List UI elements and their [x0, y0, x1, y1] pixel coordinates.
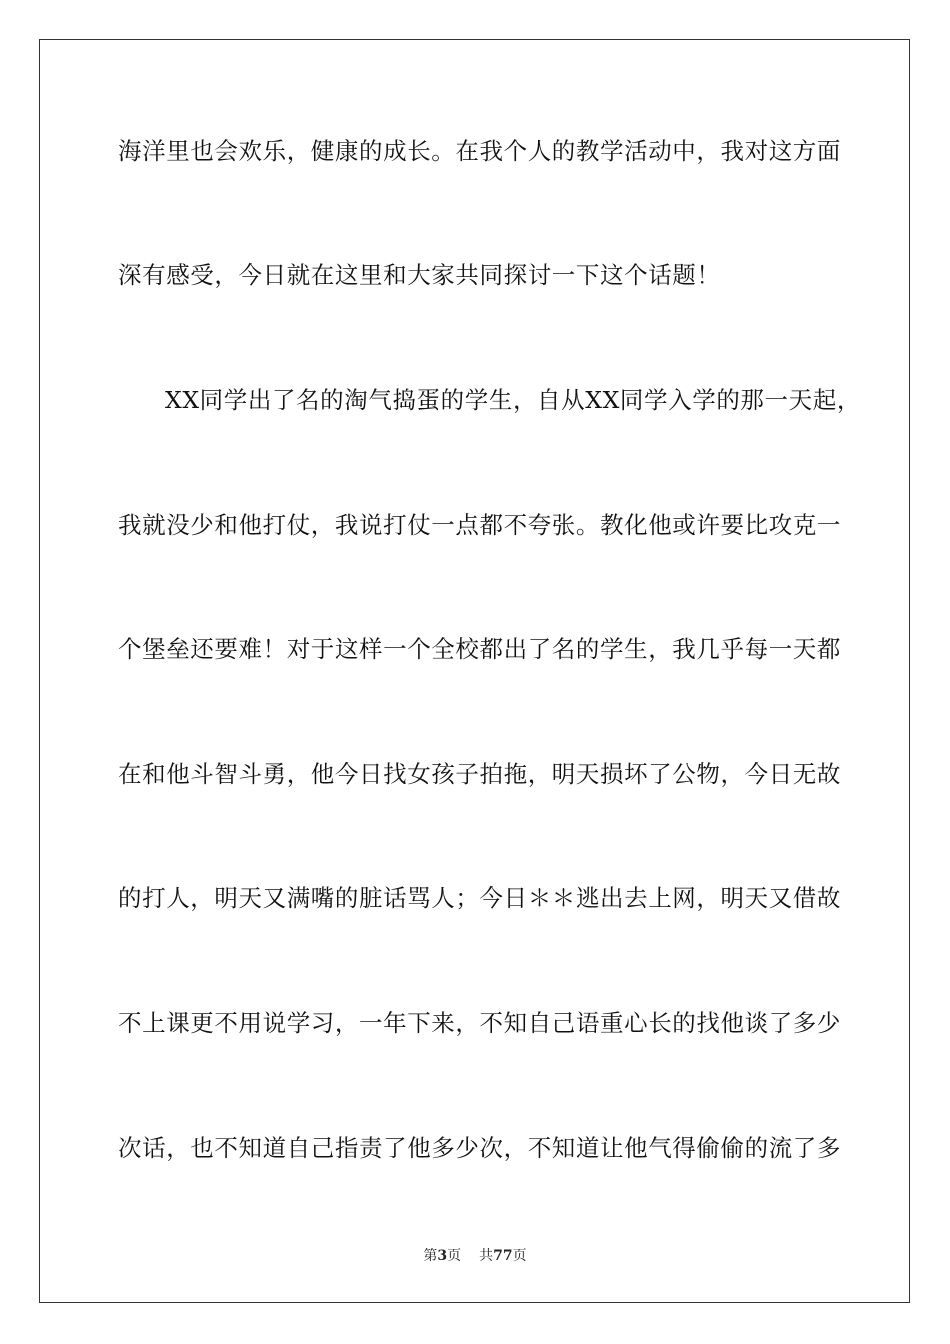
- text-line-5: 个堡垒还要难！对于这样一个全校都出了名的学生，我几乎每一天都: [118, 635, 841, 663]
- page-prefix: 第: [423, 1248, 438, 1264]
- page-footer: [0, 1247, 950, 1265]
- text-line-9: 次话，也不知道自己指责了他多少次，不知道让他气得偷偷的流了多: [118, 1134, 841, 1162]
- text-line-8: 不上课更不用说学习，一年下来，不知自己语重心长的找他谈了多少: [118, 1009, 841, 1037]
- total-pages: 77: [493, 1248, 513, 1264]
- total-suffix: 页: [512, 1248, 527, 1264]
- page-suffix: 页: [447, 1248, 462, 1264]
- text-line-7: 的打人，明天又满嘴的脏话骂人；今日＊＊逃出去上网，明天又借故: [118, 884, 841, 912]
- total-prefix: 共: [479, 1248, 494, 1264]
- text-line-6: 在和他斗智斗勇，他今日找女孩子拍拖，明天损坏了公物，今日无故: [118, 760, 841, 788]
- text-line-3: XX同学出了名的淘气捣蛋的学生，自从XX同学入学的那一天起，: [165, 386, 861, 414]
- text-line-4: 我就没少和他打仗，我说打仗一点都不夸张。教化他或许要比攻克一: [118, 511, 841, 539]
- text-line-2: 深有感受，今日就在这里和大家共同探讨一下这个话题！: [118, 261, 721, 289]
- text-line-1: 海洋里也会欢乐，健康的成长。在我个人的教学活动中，我对这方面: [118, 137, 841, 165]
- page-border: [39, 39, 910, 1303]
- page-number: 3: [437, 1248, 448, 1264]
